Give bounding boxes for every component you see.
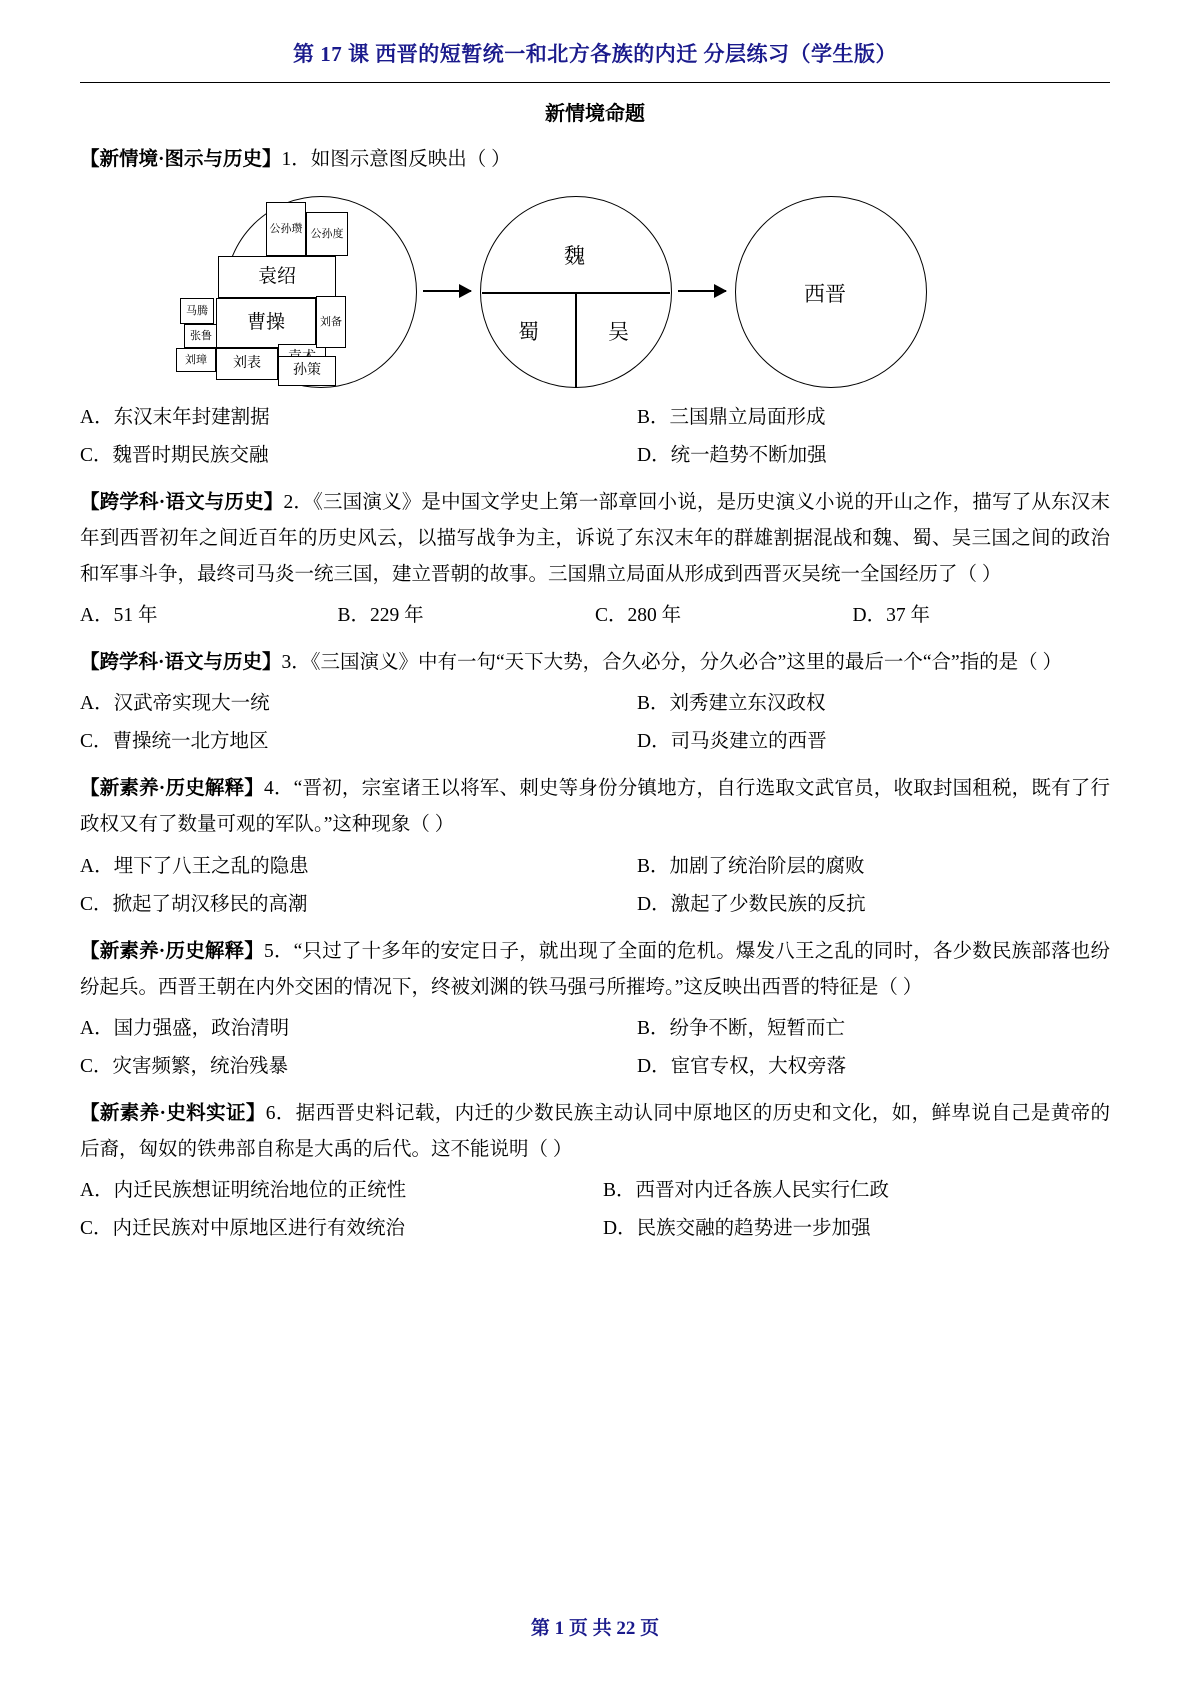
- page-footer: 第 1 页 共 22 页: [530, 1618, 660, 1639]
- option-b: B．229 年: [337, 605, 424, 627]
- arrow-icon-2: [678, 290, 726, 292]
- diagram-label-wei: 魏: [564, 244, 585, 269]
- question-1-number: 1．: [281, 149, 311, 170]
- question-4-options: [80, 848, 1110, 886]
- question-4-number: 4．: [264, 778, 294, 800]
- question-3: [80, 645, 1110, 761]
- option-b: B．西晋对内迁各族人民实行仁政: [603, 1179, 890, 1201]
- question-2-number: 2．: [283, 492, 314, 514]
- option-d: D．37 年: [852, 605, 930, 627]
- question-6-number: 6．: [265, 1102, 296, 1124]
- diagram-label-wu: 吴: [608, 320, 629, 345]
- question-1-stem: [80, 142, 1110, 178]
- option-d: D．司马炎建立的西晋: [637, 731, 827, 753]
- option-d: D．宦官专权，大权旁落: [637, 1055, 847, 1077]
- question-1-text: 如图示意图反映出（ ）: [310, 149, 511, 170]
- three-kingdoms-diagram: [80, 188, 1110, 393]
- option-c: C．灾害频繁，统治残暴: [80, 1055, 289, 1077]
- question-5-stem: [80, 934, 1110, 1006]
- question-2-tag: 【跨学科·语文与历史】: [80, 492, 284, 514]
- option-b: B．三国鼎立局面形成: [637, 407, 826, 429]
- option-c: C．曹操统一北方地区: [80, 731, 269, 753]
- option-b: B．加剧了统治阶层的腐败: [637, 855, 865, 877]
- question-2: [80, 485, 1110, 635]
- warlord-box-gongsunzan: 公孙瓒: [266, 202, 306, 256]
- option-a: A．国力强盛，政治清明: [80, 1017, 290, 1039]
- question-6: [80, 1096, 1110, 1248]
- question-5-number: 5．: [264, 940, 294, 962]
- question-5: [80, 934, 1110, 1086]
- option-a: A．51 年: [80, 605, 158, 627]
- question-3-stem: [80, 645, 1110, 681]
- section-title: 新情境命题: [545, 103, 645, 125]
- question-6-stem: [80, 1096, 1110, 1168]
- warlord-box-liubei: 刘备: [316, 296, 346, 348]
- option-c: C．280 年: [595, 605, 682, 627]
- question-6-text: 据西晋史料记载，内迁的少数民族主动认同中原地区的历史和文化，如，鲜卑说自己是黄帝的后裔，匈奴的铁弗部自称是大禹的后代。这不能说明（ ）: [80, 1102, 1110, 1160]
- diagram-label-shu: 蜀: [518, 320, 539, 345]
- question-6-tag: 【新素养·史料实证】: [80, 1102, 266, 1124]
- option-a: A．东汉末年封建割据: [80, 407, 270, 429]
- option-b: B．刘秀建立东汉政权: [637, 693, 826, 715]
- warlord-box-sunce: 孙策: [278, 356, 336, 386]
- question-5-options: [80, 1010, 1110, 1048]
- question-4-stem: [80, 771, 1110, 843]
- option-a: A．埋下了八王之乱的隐患: [80, 855, 309, 877]
- warlord-box-liuzhang: 刘璋: [176, 348, 216, 372]
- diagram-divider-vertical: [575, 292, 577, 388]
- question-3-number: 3．: [281, 652, 311, 674]
- option-d: D．民族交融的趋势进一步加强: [603, 1217, 871, 1239]
- question-3-options: [80, 685, 1110, 723]
- question-4-tag: 【新素养·历史解释】: [80, 778, 264, 800]
- arrow-icon-1: [423, 290, 471, 292]
- warlord-box-zhanglu: 张鲁: [184, 324, 218, 348]
- question-2-text: 《三国演义》是中国文学史上第一部章回小说，是历史演义小说的开山之作，描写了从东汉末年到西晋初年之间近百年的历史风云，以描写战争为主，诉说了东汉末年的群雄割据混战和魏、蜀、吴三国之间的政治和军事斗争，最终司马炎一统三国，建立晋朝的故事。三国鼎立局面从形成到西晋灭吴统一全国经历了（ ）: [80, 492, 1110, 586]
- question-4: [80, 771, 1110, 923]
- option-c: C．掀起了胡汉移民的高潮: [80, 893, 308, 915]
- option-c: C．内迁民族对中原地区进行有效统治: [80, 1217, 406, 1239]
- option-b: B．纷争不断，短暂而亡: [637, 1017, 846, 1039]
- page-title: 第 17 课 西晋的短暂统一和北方各族的内迁 分层练习（学生版）: [293, 42, 897, 66]
- warlord-box-gongsundu: 公孙度: [306, 212, 348, 256]
- question-2-options: [80, 597, 1110, 635]
- option-c: C．魏晋时期民族交融: [80, 445, 269, 467]
- option-d: D．激起了少数民族的反抗: [637, 893, 866, 915]
- question-1-tag: 【新情境·图示与历史】: [80, 149, 282, 170]
- option-a: A．汉武帝实现大一统: [80, 693, 270, 715]
- question-5-text: “只过了十多年的安定日子，就出现了全面的危机。爆发八王之乱的同时，各少数民族部落也纷纷起兵。西晋王朝在内外交困的情况下，终被刘渊的铁马强弓所摧垮。”这反映出西晋的特征是（ ）: [80, 940, 1110, 998]
- question-5-tag: 【新素养·历史解释】: [80, 940, 264, 962]
- diagram-label-western-jin: 西晋: [804, 282, 846, 307]
- question-1: [80, 142, 1110, 475]
- question-6-options: [80, 1172, 1110, 1210]
- question-1-options: [80, 399, 1110, 437]
- warlord-box-caocao: 曹操: [216, 298, 316, 348]
- warlord-box-mateng: 马腾: [180, 298, 214, 324]
- warlord-box-yuanshao: 袁绍: [218, 256, 336, 298]
- question-4-text: “晋初，宗室诸王以将军、刺史等身份分镇地方，自行选取文武官员，收取封国租税，既有了行政权又有了数量可观的军队。”这种现象（ ）: [80, 778, 1110, 836]
- title-divider: [80, 82, 1110, 83]
- option-a: A．内迁民族想证明统治地位的正统性: [80, 1179, 407, 1201]
- question-3-tag: 【跨学科·语文与历史】: [80, 652, 282, 674]
- warlord-box-liubiao: 刘表: [216, 348, 278, 380]
- question-2-stem: [80, 485, 1110, 593]
- question-3-text: 《三国演义》中有一句“天下大势，合久必分，分久必合”这里的最后一个“合”指的是（ ）: [310, 652, 1063, 674]
- option-d: D．统一趋势不断加强: [637, 445, 827, 467]
